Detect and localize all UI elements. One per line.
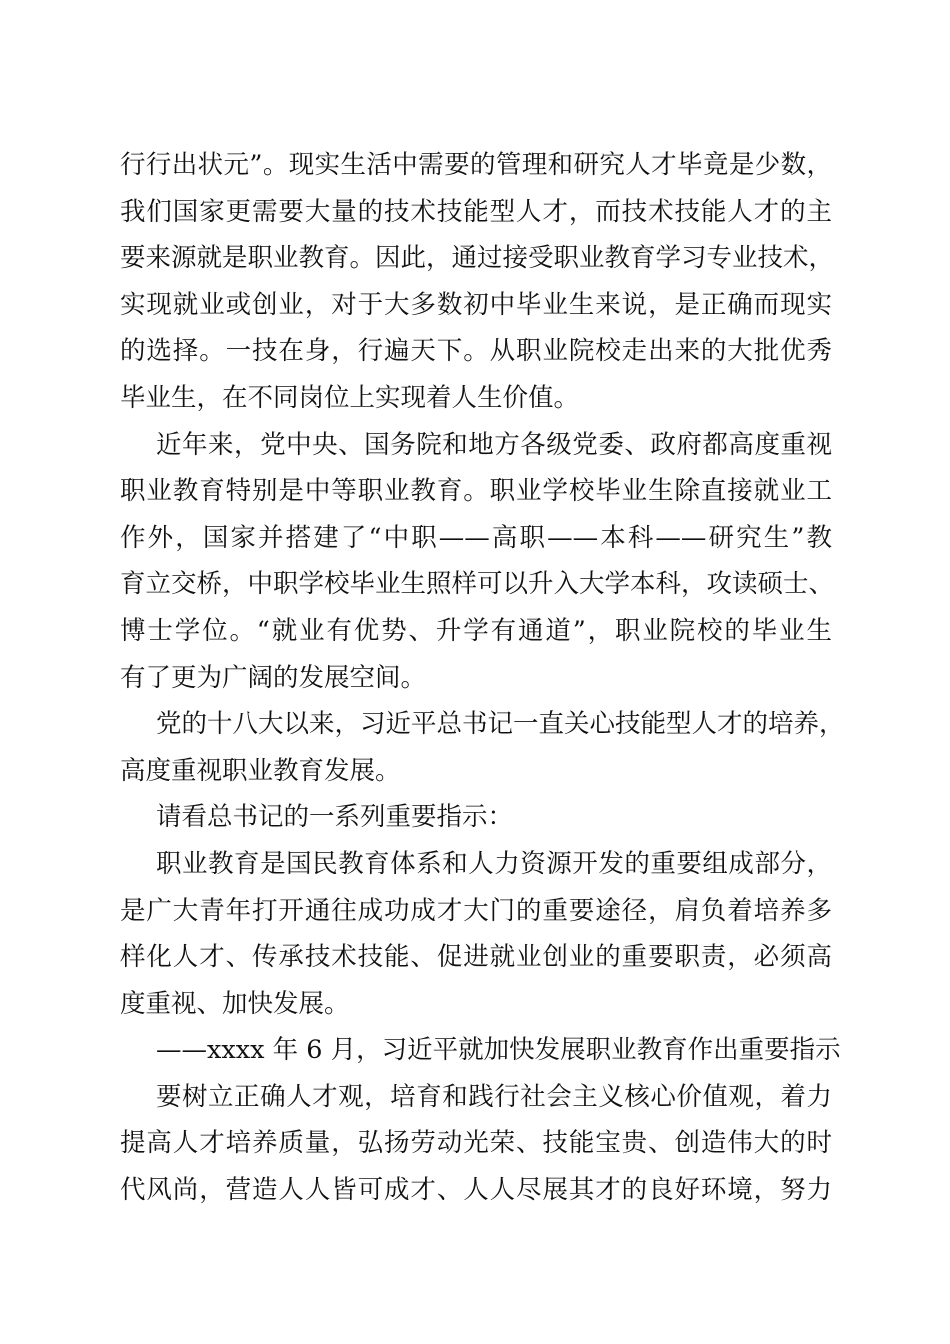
text-line-17: 是广大青年打开通往成功成才大门的重要途径，肩负着培养多	[120, 895, 832, 926]
text-line-15: 请看总书记的一系列重要指示：	[156, 802, 514, 833]
text-line-20: ——xxxx 年 6 月，习近平就加快发展职业教育作出重要指示	[156, 1035, 841, 1066]
text-line-9: 作外，国家并搭建了“中职——高职——本科——研究生”教	[120, 522, 832, 553]
text-line-13: 党的十八大以来，习近平总书记一直关心技能型人才的培养，	[156, 709, 845, 740]
text-line-4: 实现就业或创业，对于大多数初中毕业生来说，是正确而现实	[120, 289, 832, 320]
text-line-19: 度重视、加快发展。	[120, 988, 350, 1019]
text-line-18: 样化人才、传承技术技能、促进就业创业的重要职责，必须高	[120, 942, 832, 973]
text-line-11: 博士学位。“就业有优势、升学有通道”，职业院校的毕业生	[120, 615, 832, 646]
text-line-7: 近年来，党中央、国务院和地方各级党委、政府都高度重视	[156, 429, 832, 460]
text-line-21: 要树立正确人才观，培育和践行社会主义核心价值观，着力	[156, 1081, 832, 1112]
text-line-8: 职业教育特别是中等职业教育。职业学校毕业生除直接就业工	[120, 476, 832, 507]
text-line-1: 行行出状元”。现实生活中需要的管理和研究人才毕竟是少数，	[120, 150, 832, 180]
text-line-3: 要来源就是职业教育。因此，通过接受职业教育学习专业技术，	[120, 243, 835, 274]
text-line-23: 代风尚，营造人人皆可成才、人人尽展其才的良好环境，努力	[120, 1175, 832, 1206]
text-line-2: 我们国家更需要大量的技术技能型人才，而技术技能人才的主	[120, 196, 832, 227]
text-line-22: 提高人才培养质量，弘扬劳动光荣、技能宝贵、创造伟大的时	[120, 1128, 832, 1159]
text-line-6: 毕业生，在不同岗位上实现着人生价值。	[120, 382, 580, 413]
text-line-10: 育立交桥，中职学校毕业生照样可以升入大学本科，攻读硕士、	[120, 569, 835, 600]
text-line-5: 的选择。一技在身，行遍天下。从职业院校走出来的大批优秀	[120, 336, 832, 367]
text-line-14: 高度重视职业教育发展。	[120, 755, 401, 786]
document-page	[120, 142, 845, 1214]
text-line-16: 职业教育是国民教育体系和人力资源开发的重要组成部分，	[156, 848, 832, 879]
text-line-12: 有了更为广阔的发展空间。	[120, 662, 427, 693]
